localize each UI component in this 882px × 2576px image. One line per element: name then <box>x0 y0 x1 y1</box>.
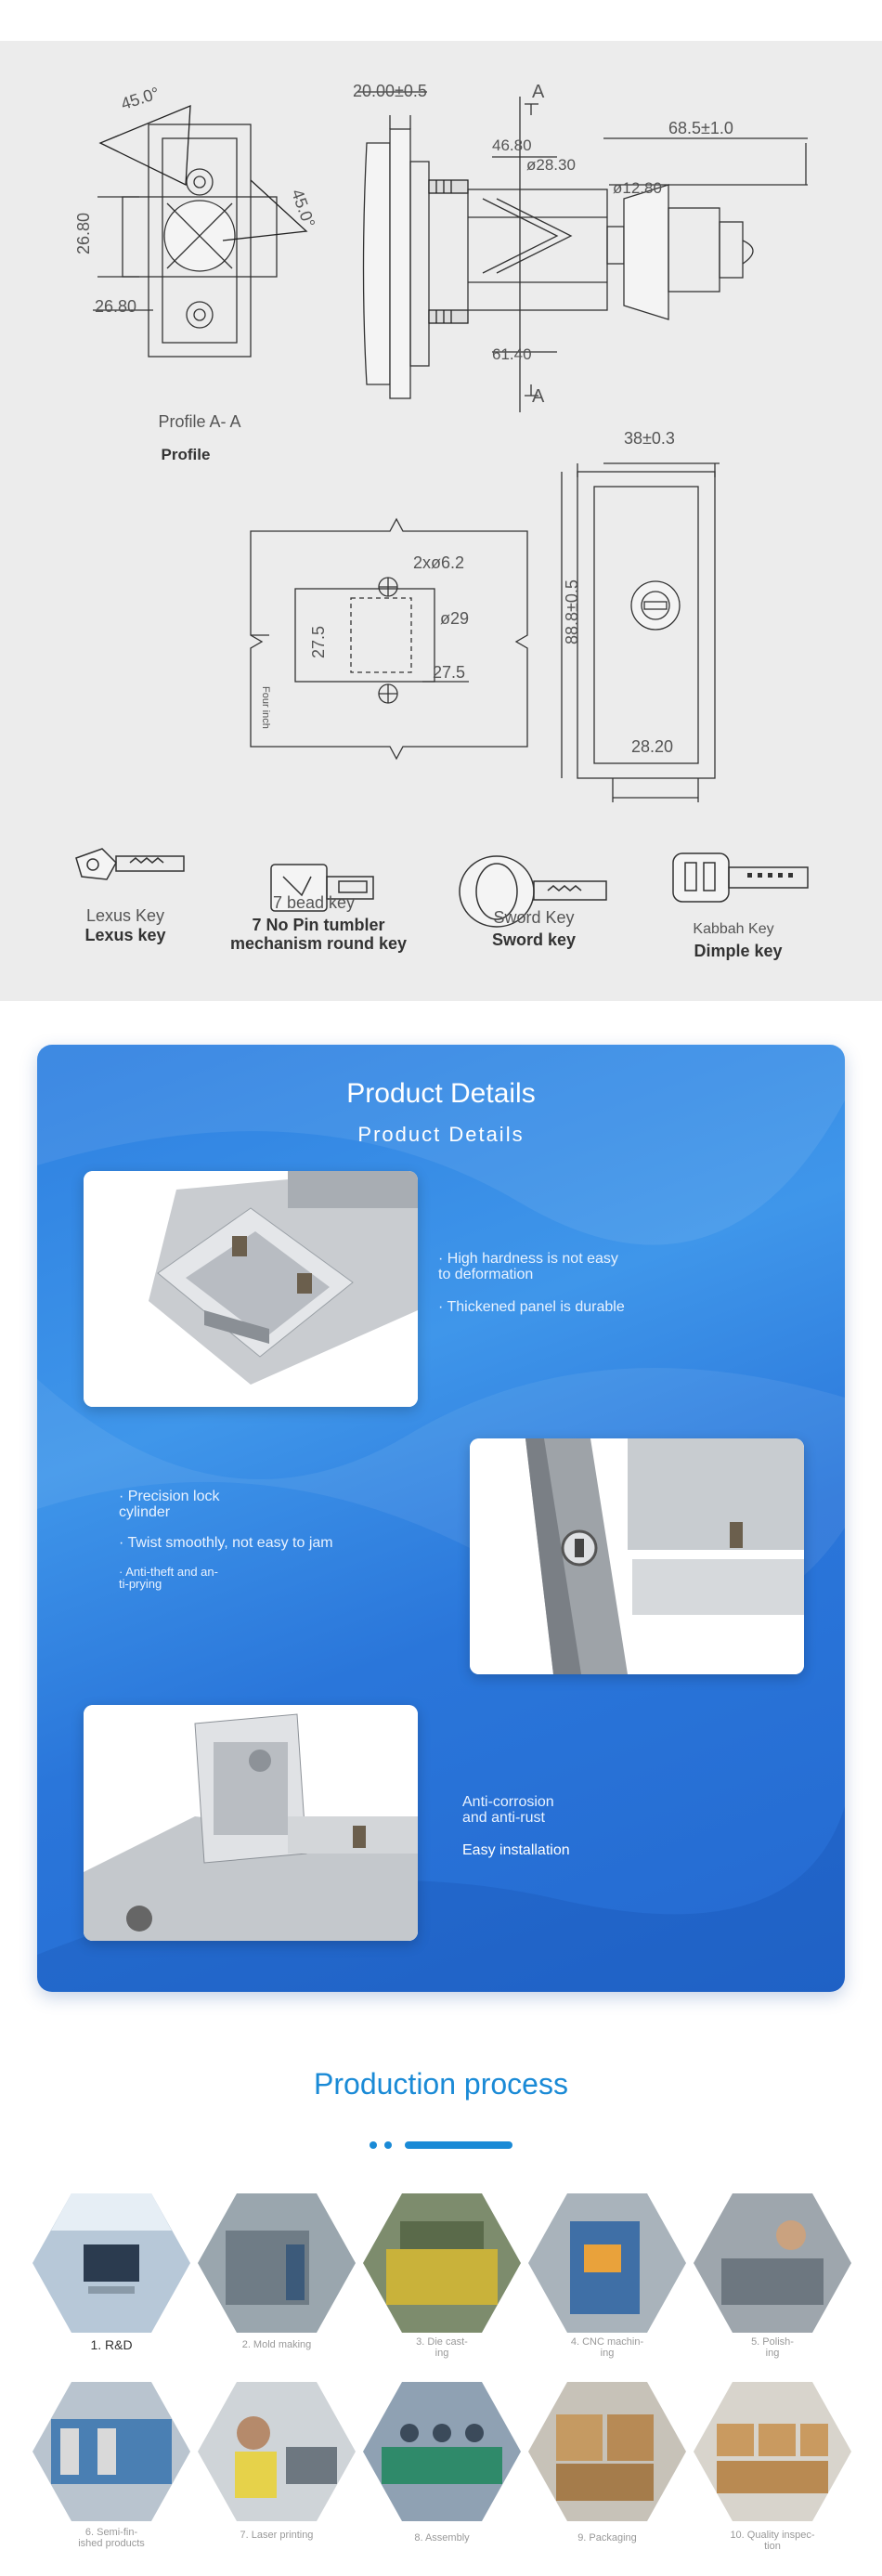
dim-left-width: 26.80 <box>95 297 137 316</box>
dim-angle-top: 45.0° <box>118 83 162 114</box>
dim-front-width: 38±0.3 <box>624 429 675 448</box>
divider-bar <box>405 2141 512 2149</box>
dim-angle-side: 45.0° <box>287 187 319 230</box>
technical-drawing <box>0 41 882 1001</box>
details-title: Product Details <box>346 1078 536 1109</box>
step-label-9: 9. Packaging <box>577 2532 637 2543</box>
step-label-1: 1. R&D <box>90 2337 133 2352</box>
step-label-4: 4. CNC machin- ing <box>570 2336 644 2359</box>
key-bold-7bead: 7 No Pin tumbler mechanism round key <box>229 916 408 953</box>
process-step-image <box>363 2382 521 2521</box>
features-group-3 <box>462 1794 570 1858</box>
dim-275-horizontal: 27.5 <box>433 663 466 682</box>
lock-cylinder-image <box>470 1438 804 1674</box>
feature-anti-corrosion-line1: Anti-corrosion <box>462 1794 554 1810</box>
process-step-image <box>363 2193 521 2333</box>
dim-holes: 2xø6.2 <box>413 553 465 572</box>
dim-2830: ø28.30 <box>526 156 576 174</box>
feature-easy-installation: Easy installation <box>462 1842 570 1858</box>
feature-anti-corrosion-line2: and anti-rust <box>462 1810 545 1826</box>
cutout-outline <box>251 519 527 759</box>
feature-precision-line2: cylinder <box>119 1504 171 1520</box>
key-bold-dimple: Dimple key <box>694 942 783 960</box>
key-label-lexus: Lexus Key <box>85 906 165 925</box>
step-label-5: 5. Polish- ing <box>751 2336 794 2359</box>
feature-thickened-panel: · Thickened panel is durable <box>438 1299 625 1315</box>
features-group-1 <box>438 1251 625 1315</box>
process-step-image <box>528 2193 686 2333</box>
key-label-sword: Sword Key <box>493 908 575 927</box>
dim-29: ø29 <box>440 609 470 628</box>
dim-left-height: 26.80 <box>74 212 93 254</box>
profile-label: Profile A- A <box>158 412 241 431</box>
process-step-image <box>32 2382 190 2521</box>
process-step-image <box>694 2382 851 2521</box>
process-step-image <box>694 2193 851 2333</box>
production-title: Production process <box>314 2067 568 2101</box>
features-group-2 <box>119 1489 333 1590</box>
feature-anti-theft-line1: · Anti-theft and an- <box>119 1565 218 1579</box>
divider-dot-1 <box>370 2141 377 2149</box>
step-label-8: 8. Assembly <box>414 2532 470 2543</box>
section-mark-bottom: A <box>532 386 545 407</box>
section-mark-top: A <box>532 82 545 102</box>
dim-front-height: 88.8±0.5 <box>563 579 581 644</box>
product-image-panel <box>84 1171 418 1407</box>
step-label-7: 7. Laser printing <box>240 2530 314 2541</box>
feature-twist-smoothly: · Twist smoothly, not easy to jam <box>119 1535 333 1551</box>
process-step-image <box>528 2382 686 2521</box>
dim-6140: 61.40 <box>492 345 532 363</box>
key-label-kabbah: Kabbah Key <box>693 921 774 937</box>
dim-side-top: 20.00±0.5 <box>353 82 427 100</box>
key-label-7bead: 7 bead key <box>272 893 356 912</box>
profile-bold-label: Profile <box>161 446 211 463</box>
step-label-10: 10. Quality inspec- tion <box>730 2530 815 2552</box>
feature-hardness-line2: to deformation <box>438 1267 534 1282</box>
feature-anti-theft-line2: ti-prying <box>119 1577 162 1591</box>
dim-4680: 46.80 <box>492 137 532 154</box>
dim-1280: ø12.80 <box>613 179 662 197</box>
technical-drawing-section <box>0 41 882 1001</box>
step-label-6: 6. Semi-fin- ished products <box>78 2527 145 2549</box>
lock-bracket-image <box>84 1705 418 1941</box>
key-bold-sword: Sword key <box>491 930 577 949</box>
process-step-image <box>198 2382 356 2521</box>
divider-dot-2 <box>384 2141 392 2149</box>
key-bold-lexus: Lexus key <box>84 926 166 944</box>
dim-front-base: 28.20 <box>631 737 674 756</box>
step-label-3: 3. Die cast- ing <box>416 2336 468 2359</box>
process-step-image <box>198 2193 356 2333</box>
dim-275-vertical: 27.5 <box>309 625 328 658</box>
process-step-image <box>32 2193 190 2333</box>
dim-685: 68.5±1.0 <box>668 119 733 137</box>
feature-precision-line1: · Precision lock <box>119 1489 220 1504</box>
details-subtitle: Product Details <box>357 1123 525 1146</box>
feature-hardness-line1: · High hardness is not easy <box>438 1251 618 1267</box>
step-label-2: 2. Mold making <box>241 2339 312 2350</box>
dim-four-inch: Four inch <box>260 686 271 729</box>
product-details-panel <box>37 1045 845 1992</box>
